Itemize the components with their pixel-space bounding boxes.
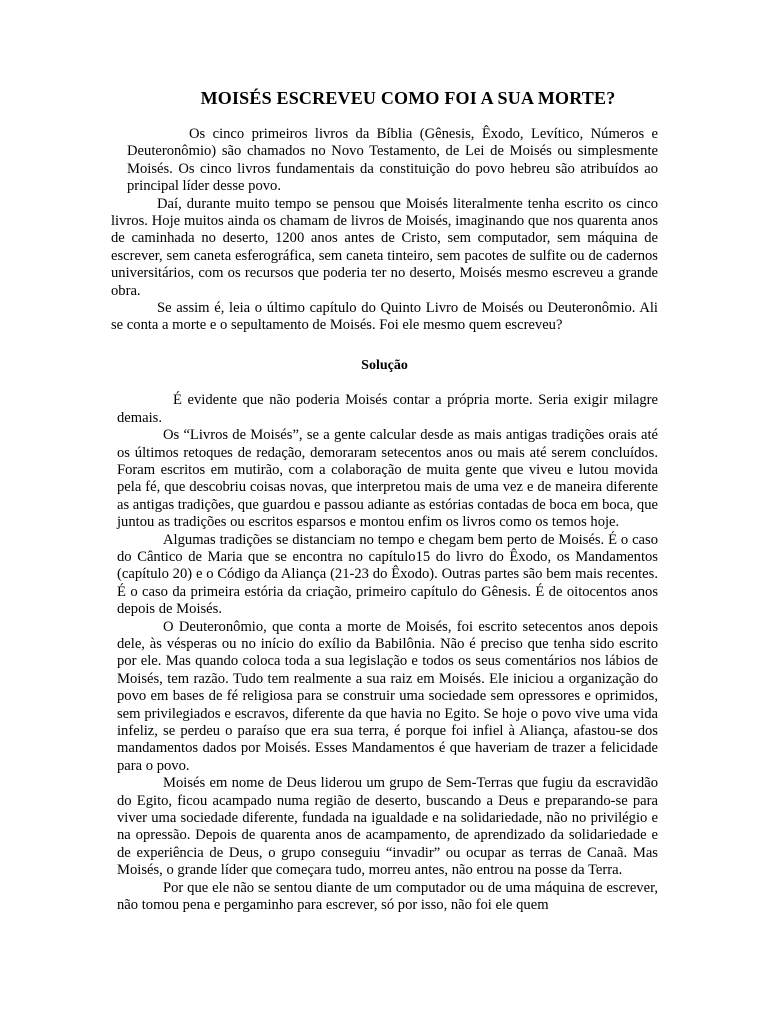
solution-paragraph-4: O Deuteronômio, que conta a morte de Moisés, foi escrito setecentos anos depois dele, às vésperas ou no início do exílio da Babilônia. Não é preciso que tenha sido escrito por ele. Mas quando coloca toda a sua legislação e todos os seus comentários nos lábios de Moisés, tem razão. Tudo tem realmente a sua raiz em Moisés. Ele iniciou a organização do povo em bases de fé religiosa para se construir uma sociedade sem opressores e oprimidos, sem privilegiados e escravos, diferente da que havia no Egito. Se hoje o povo vive uma vida infeliz, se perdeu o paraíso que era sua terra, é porque foi infiel à Aliança, afastou-se dos mandamentos dados por Moisés. Esses Mandamentos é que haveriam de trazer a felicidade para o povo. xyxy=(117,618,658,774)
solution-paragraph-1: É evidente que não poderia Moisés contar a própria morte. Seria exigir milagre demais. xyxy=(117,392,658,426)
solution-paragraph-2: Os “Livros de Moisés”, se a gente calcular desde as mais antigas tradições orais até os últimos retoques de redação, demoraram setecentos anos ou mais até serem concluídos. Foram escritos em mutirão, com a colaboração de muita gente que viveu e lutou movida pela fé, que descobriu coisas novas, que interpretou mais de uma vez e de maneira diferente as antigas tradições, que guardou e passou adiante as estórias contadas de boca em boca, que juntou as tradições ou escritos esparsos e montou enfim os livros como os temos hoje. xyxy=(117,427,658,531)
solution-paragraph-3: Algumas tradições se distanciam no tempo e chegam bem perto de Moisés. É o caso do Cântico de Maria que se encontra no capítulo15 do livro do Êxodo, os Mandamentos (capítulo 20) e o Código da Aliança (21-23 do Êxodo). Outras partes são bem mais recentes. É o caso da primeira estória da criação, primeiro capítulo do Gênesis. É de oitocentos anos depois de Moisés. xyxy=(117,531,658,618)
intro-paragraph-3: Se assim é, leia o último capítulo do Quinto Livro de Moisés ou Deuteronômio. Ali se conta a morte e o sepultamento de Moisés. Foi ele mesmo quem escreveu? xyxy=(111,300,658,334)
intro-paragraph-2: Daí, durante muito tempo se pensou que Moisés literalmente tenha escrito os cinco livros. Hoje muitos ainda os chamam de livros de Moisés, imaginando que nos quarenta anos de caminhada no deserto, 1200 anos antes de Cristo, sem computador, sem máquina de escrever, sem caneta esferográfica, sem caneta tinteiro, sem pacotes de sulfite ou de cadernos universitários, com os recursos que poderia ter no deserto, Moisés mesmo escreveu a grande obra. xyxy=(111,195,658,299)
solution-paragraph-6: Por que ele não se sentou diante de um computador ou de uma máquina de escrever, não tomou pena e pergaminho para escrever, só por isso, não foi ele quem xyxy=(117,879,658,914)
document-body xyxy=(111,126,658,914)
solution-section xyxy=(111,392,658,914)
section-heading: Solução xyxy=(361,357,408,373)
solution-paragraph-5: Moisés em nome de Deus liderou um grupo de Sem-Terras que fugiu da escravidão do Egito, ficou acampado numa região de deserto, buscando a Deus e preparando-se para viver uma sociedade diferente, fundada na igualdade e na solidariedade, não no privilégio e na opressão. Depois de quarenta anos de acampamento, de aprendizado da solidariedade e de experiência de Deus, o grupo conseguiu “invadir” ou ocupar as terras de Canaã. Mas Moisés, o grande líder que começara tudo, morreu antes, não entrou na posse da Terra. xyxy=(117,775,658,879)
document-title: MOISÉS ESCREVEU COMO FOI A SUA MORTE? xyxy=(200,88,616,108)
intro-paragraph-1: Os cinco primeiros livros da Bíblia (Gênesis, Êxodo, Levítico, Números e Deuteronômio) são chamados no Novo Testamento, de Lei de Moisés ou simplesmente Moisés. Os cinco livros fundamentais da constituição do povo hebreu são atribuídos ao principal líder desse povo. xyxy=(127,126,658,195)
